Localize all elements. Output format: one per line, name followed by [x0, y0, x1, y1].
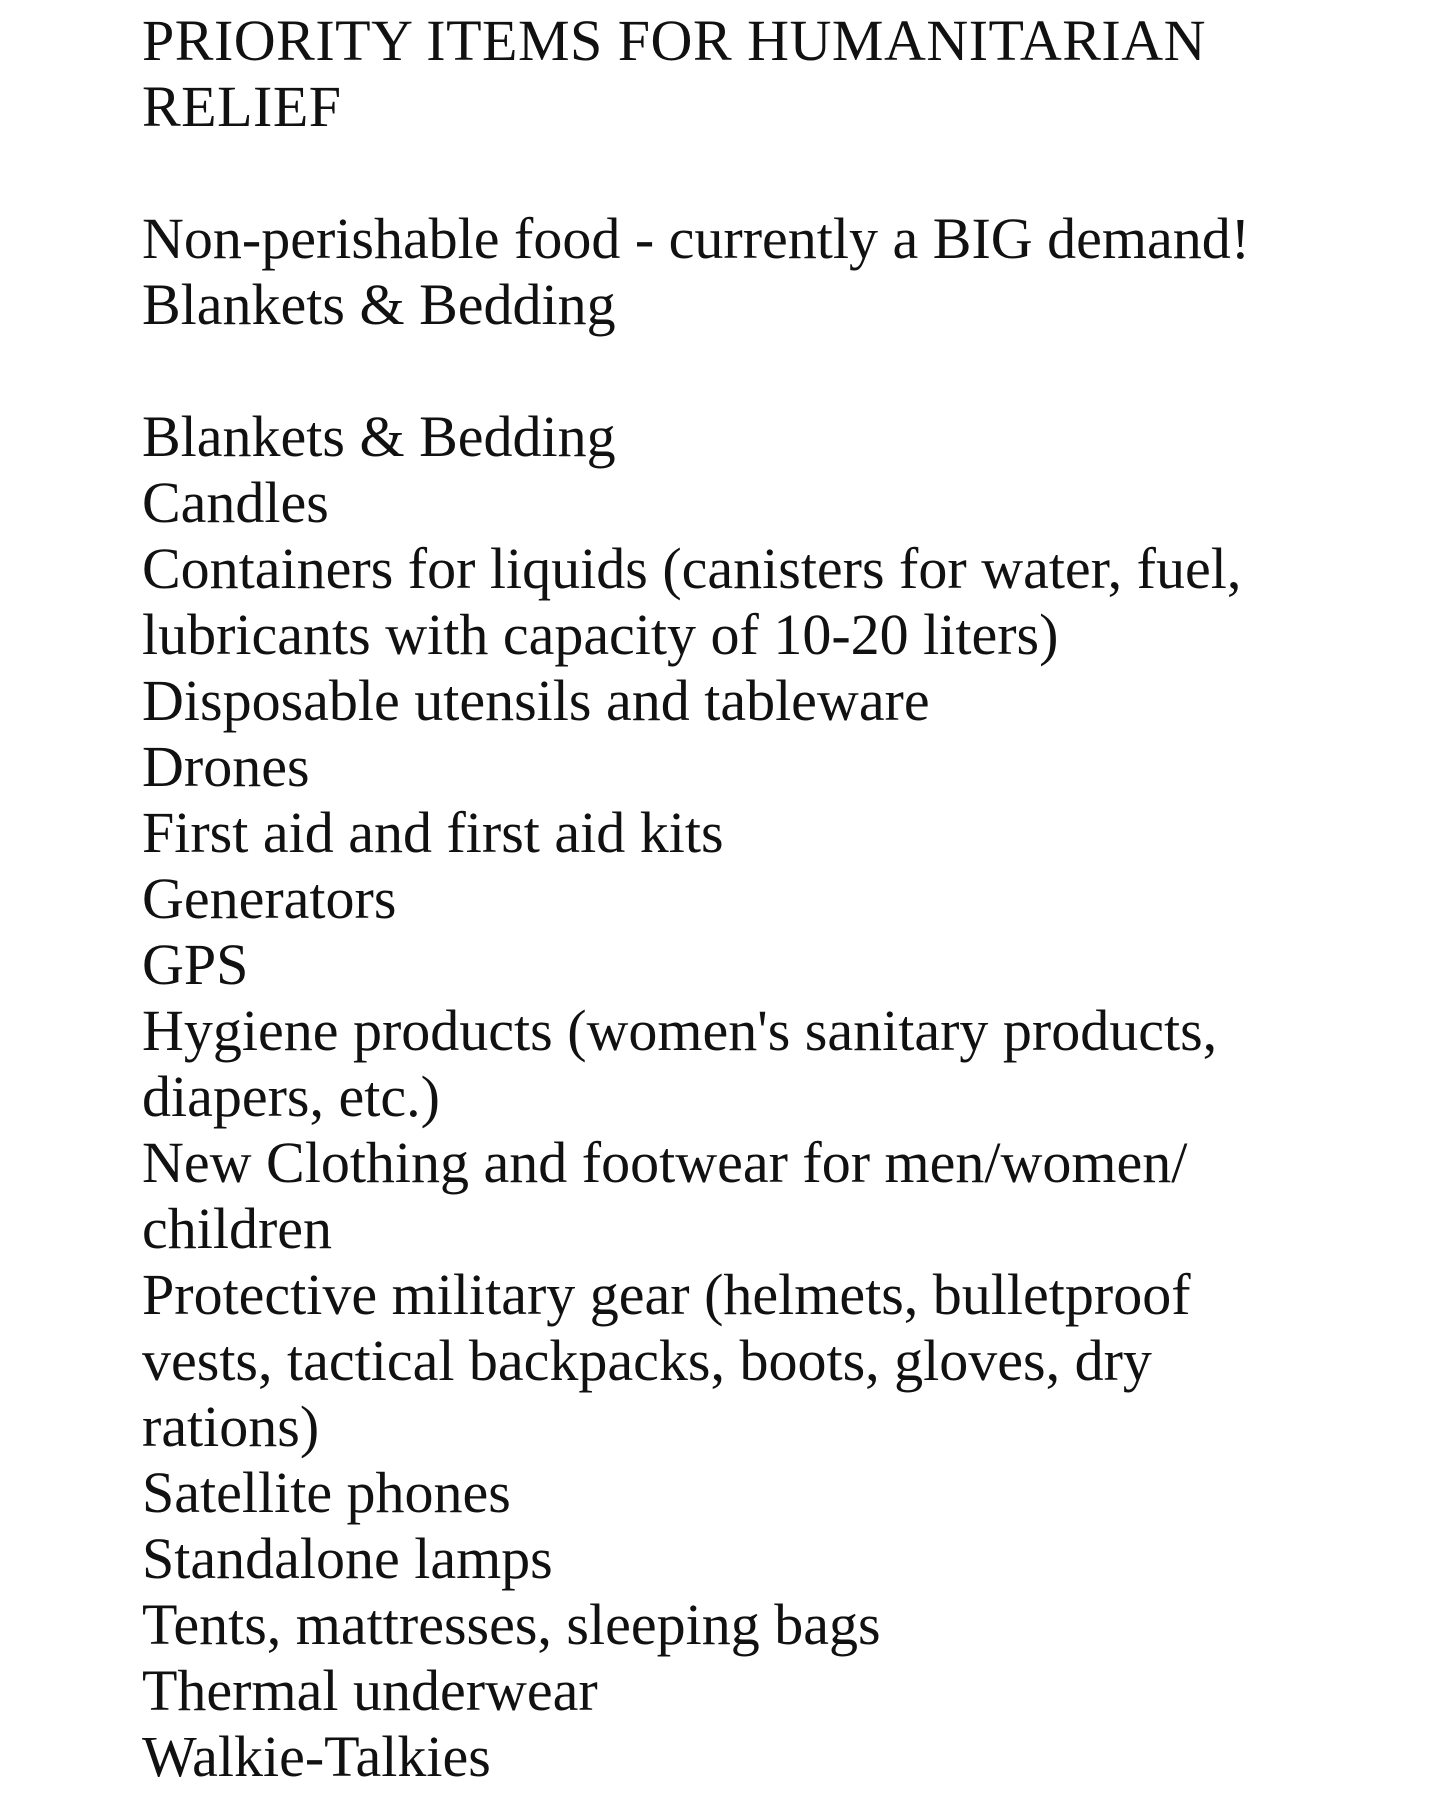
item-line: Thermal underwear	[142, 1658, 598, 1723]
item-line: children	[142, 1196, 333, 1261]
document-title	[142, 8, 1342, 140]
item-line: Walkie-Talkies	[142, 1724, 491, 1789]
intro-line: Blankets & Bedding	[142, 272, 616, 337]
item-line: Tents, mattresses, sleeping bags	[142, 1592, 881, 1657]
item-line: Generators	[142, 866, 397, 931]
item-line: Drones	[142, 734, 310, 799]
item-line: First aid and first aid kits	[142, 800, 724, 865]
title-line: PRIORITY ITEMS FOR HUMANITARIAN	[142, 8, 1207, 73]
item-line: diapers, etc.)	[142, 1064, 440, 1129]
item-line: Blankets & Bedding	[142, 404, 616, 469]
item-line: lubricants with capacity of 10-20 liters)	[142, 602, 1059, 667]
intro-list	[142, 206, 1342, 338]
item-list	[142, 404, 1342, 1790]
item-line: Standalone lamps	[142, 1526, 553, 1591]
item-line: Satellite phones	[142, 1460, 511, 1525]
item-line: Hygiene products (women's sanitary products,	[142, 998, 1218, 1063]
document	[142, 8, 1342, 1790]
item-line: GPS	[142, 932, 249, 997]
item-line: Protective military gear (helmets, bulletproof	[142, 1262, 1191, 1327]
item-line: New Clothing and footwear for men/women/	[142, 1130, 1188, 1195]
intro-line: Non-perishable food - currently a BIG demand!	[142, 206, 1251, 271]
item-line: rations)	[142, 1394, 320, 1459]
item-line: Containers for liquids (canisters for water, fuel,	[142, 536, 1242, 601]
item-line: vests, tactical backpacks, boots, gloves, dry	[142, 1328, 1152, 1393]
title-line: RELIEF	[142, 74, 342, 139]
item-line: Candles	[142, 470, 329, 535]
item-line: Disposable utensils and tableware	[142, 668, 930, 733]
